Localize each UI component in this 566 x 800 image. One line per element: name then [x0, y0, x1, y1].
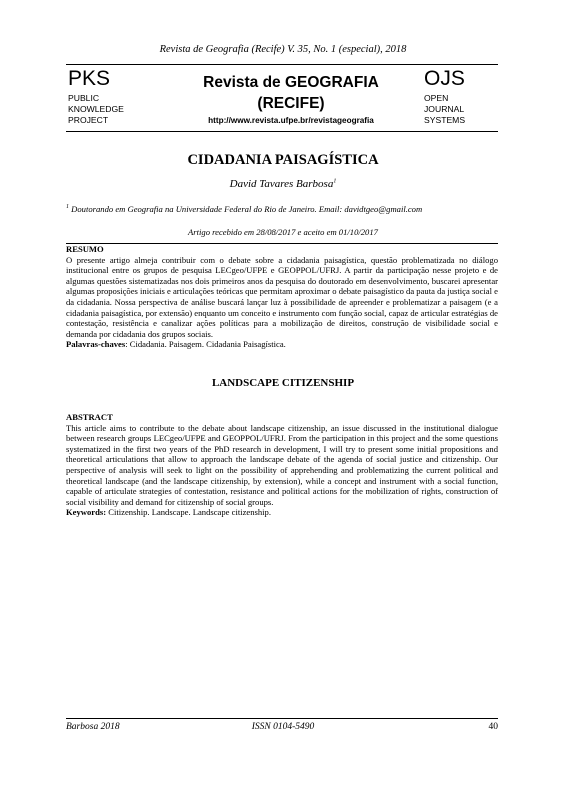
author-footnote-mark: 1 [333, 178, 337, 185]
ojs-logo-subtitle [424, 93, 465, 126]
keywords-label: Palavras-chaves [66, 339, 126, 350]
english-title: LANDSCAPE CITIZENSHIP [211, 377, 355, 389]
ojs-logo-title: OJS [424, 67, 465, 90]
keywords-list: : Cidadania. Paisagem. Cidadania Paisagística. [125, 339, 286, 350]
keywords-label: Keywords: [66, 507, 107, 518]
journal-url-link[interactable]: http://www.revista.ufpe.br/revistageografia [208, 116, 374, 125]
pkp-line: KNOWLEDGE [68, 104, 124, 114]
abstract-heading: ABSTRACT [66, 412, 113, 422]
page-number: 40 [488, 722, 498, 732]
keywords-list: Citizenship. Landscape. Landscape citizenship. [106, 507, 272, 518]
author-name: David Tavares Barbosa [229, 178, 334, 190]
abstract-section [66, 412, 498, 518]
running-head: Revista de Geografia (Recife) V. 35, No. 1 (especial), 2018 [159, 44, 407, 55]
resumo-keywords [66, 339, 498, 350]
affiliation [66, 204, 506, 214]
masthead-rule [66, 131, 498, 132]
resumo-section [66, 244, 498, 350]
article-title: CIDADANIA PAISAGÍSTICA [187, 152, 379, 168]
journal-name-line: Revista de GEOGRAFIA [203, 74, 379, 91]
author-line [0, 178, 566, 190]
pkp-logo-title: PKS [68, 67, 111, 90]
top-rule [66, 64, 498, 65]
affiliation-mark: 1 [66, 204, 69, 211]
ojs-line: OPEN [424, 93, 449, 103]
pkp-line: PUBLIC [68, 93, 100, 103]
footer-rule [66, 718, 498, 719]
ojs-line: JOURNAL [424, 104, 465, 114]
abstract-keywords [66, 507, 498, 518]
journal-name-line: (RECIFE) [257, 95, 325, 112]
resumo-heading: RESUMO [66, 244, 104, 254]
article-dates: Artigo recebido em 28/08/2017 e aceito em 01/10/2017 [188, 227, 378, 237]
journal-masthead [66, 68, 498, 130]
abstract-text: This article aims to contribute to the debate about landscape citizenship, an issue discussed in the institutional dialogue between research groups LECgeo/UFPE and GEOPPOL/UFRJ. From the participation in this project and the some questions systematized in the first two years of the PhD research in development, I will try to present some initial propositions and theoretical articulations that allow to approach the landscape debate of the agenda of social justice and citizenship. Our perspective of analysis will seek to light on the possibility of apprehending and problematizing the current political and theoretical landscape (and the landscape citizenship, by extension), while a concept and instrument with a social function, capable of articulate strategies of contestation, resistance and political actions for the mobilization of rights, construction of social visibility and demand for citizenship of social groups. [66, 422, 498, 507]
footer-author: Barbosa 2018 [66, 722, 120, 732]
pkp-line: PROJECT [68, 115, 109, 125]
ojs-line: SYSTEMS [424, 115, 466, 125]
journal-name [166, 72, 416, 114]
affiliation-text: Doutorando em Geografia na Universidade Federal do Rio de Janeiro. Email: davidtgeo@gmail.com [69, 204, 423, 214]
footer-issn: ISSN 0104-5490 [251, 722, 315, 732]
pkp-logo-subtitle [68, 93, 124, 126]
resumo-text: O presente artigo almeja contribuir com o debate sobre a cidadania paisagística, questão problematizada no diálogo institucional entre os grupos de pesquisa LECgeo/UFPE e GEOPPOL/UFRJ. A partir da participação nesse projeto e de algumas questões sistematizadas nos dois primeiros anos da pesquisa do doutorado em desenvolvimento, buscarei apresentar algumas proposições iniciais e articulações teóricas que permitam aproximar o debate paisagístico da pauta da justiça social e da cidadania. Nossa perspectiva de análise buscará lançar luz à possibilidade de apreender e problematizar a paisagem (e a cidadania paisagística, por extensão) enquanto um conceito e instrumento com função social, capaz de articular estratégias de contestação, resistência e canalizar ações políticas para a mobilização de direitos, construção de visibilidade social e demanda por cidadania dos grupos sociais. [66, 254, 498, 339]
